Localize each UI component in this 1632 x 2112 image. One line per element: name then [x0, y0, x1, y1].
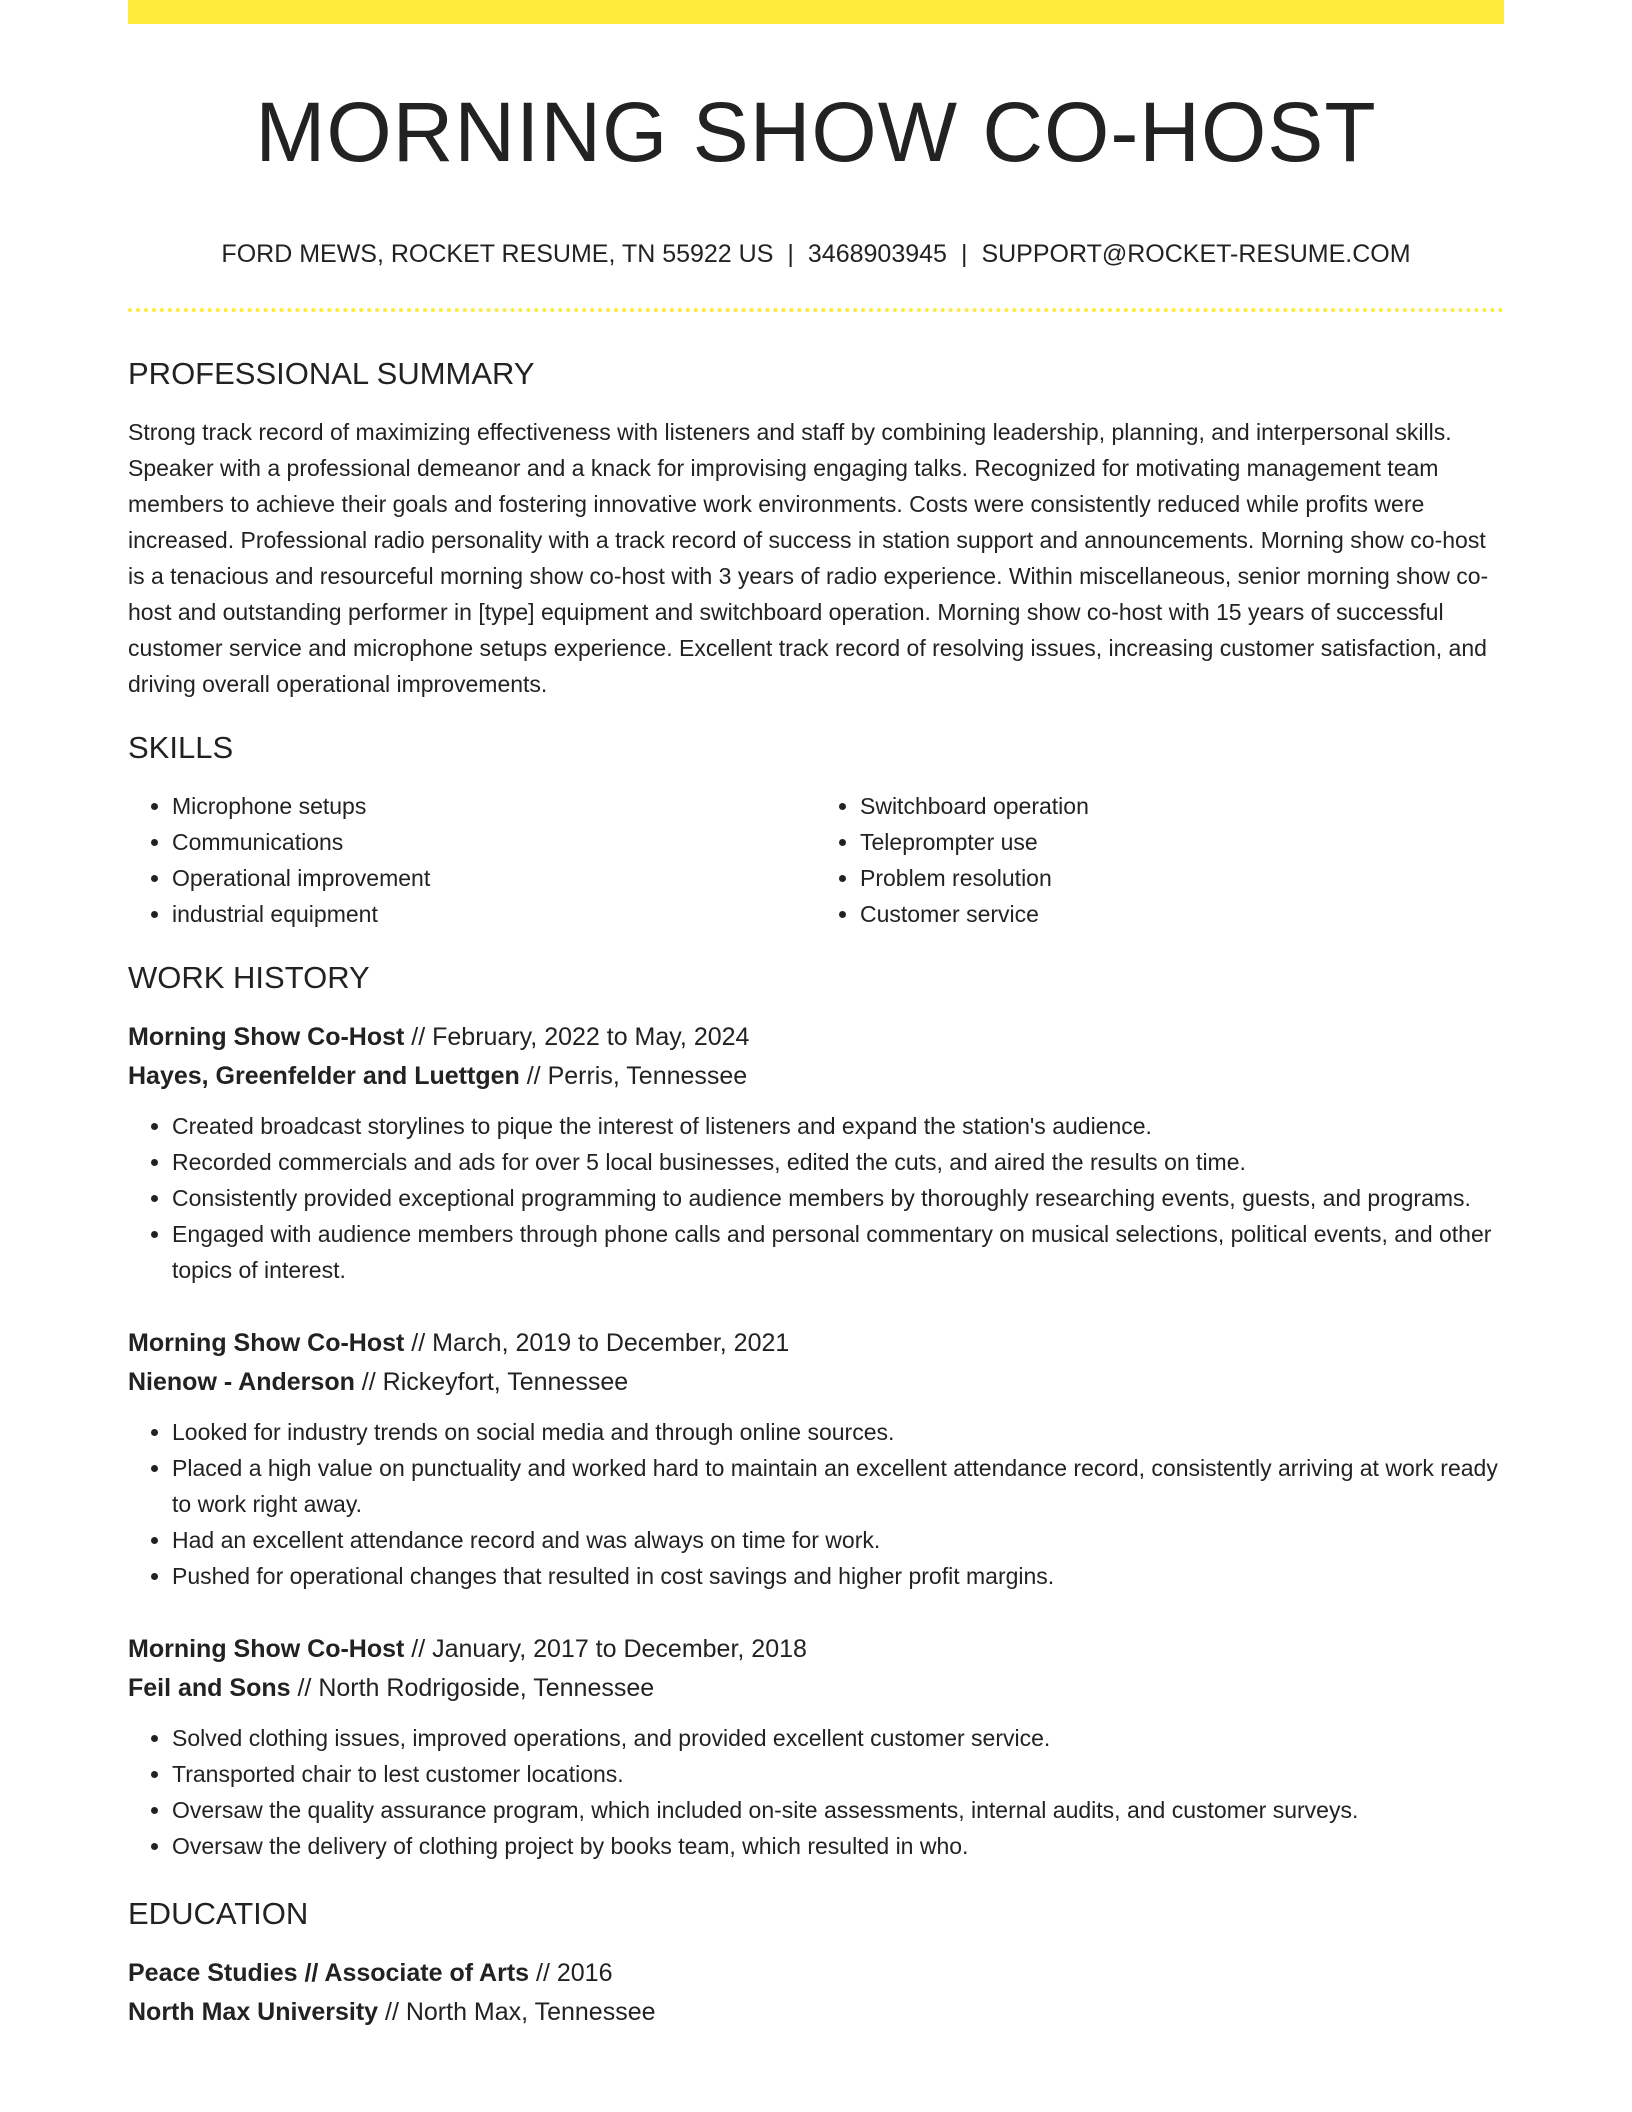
skills-section	[128, 728, 1504, 932]
education-degree: Peace Studies // Associate of Arts	[128, 1959, 530, 1988]
skill-item: • Teleprompter use	[860, 824, 1504, 860]
job-location: // North Rodrigoside, Tennessee	[290, 1674, 655, 1703]
skills-grid	[128, 788, 1504, 932]
summary-text: Strong track record of maximizing effectiveness with listeners and staff by combining leadership, planning, and interpersonal skills. Speaker with a professional demeanor and a knack for improvising engaging talks. Recognized for motivating management team members to achieve their goals and fostering innovative work environments. Costs were consistently reduced while profits were increased. Professional radio personality with a track record of success in station support and announcements. Morning show co-host is a tenacious and resourceful morning show co-host with 3 years of radio experience. Within miscellaneous, senior morning show co-host and outstanding performer in [type] equipment and switchboard operation. Morning show co-host with 15 years of successful customer service and microphone setups experience. Excellent track record of resolving issues, increasing customer satisfaction, and driving overall operational improvements.	[128, 419, 1489, 698]
job-bullet: • Oversaw the quality assurance program, which included on-site assessments, internal audits, and customer surveys.	[172, 1792, 1504, 1828]
job-bullet: • Solved clothing issues, improved operations, and provided excellent customer service.	[172, 1720, 1504, 1756]
contact-line	[128, 238, 1504, 270]
job-bullet: • Oversaw the delivery of clothing project by books team, which resulted in who.	[172, 1828, 1504, 1864]
resume-name: MORNING SHOW CO-HOST	[255, 85, 1377, 179]
education-location: // North Max, Tennessee	[378, 1998, 656, 2027]
job-bullet: • Had an excellent attendance record and was always on time for work.	[172, 1522, 1504, 1558]
section-title-education: EDUCATION	[128, 1896, 309, 1932]
skill-item: • Operational improvement	[172, 860, 816, 896]
skill-item: • Switchboard operation	[860, 788, 1504, 824]
job-company-line	[128, 1363, 1504, 1402]
job-company: Hayes, Greenfelder and Luettgen	[128, 1062, 520, 1091]
section-title-work-history: WORK HISTORY	[128, 960, 370, 996]
education-school-line	[128, 1993, 1504, 2032]
contact-separator: |	[787, 240, 794, 269]
section-title-summary: PROFESSIONAL SUMMARY	[128, 356, 535, 392]
job-title-line	[128, 1324, 1504, 1363]
job-bullet: • Looked for industry trends on social media and through online sources.	[172, 1414, 1504, 1450]
accent-top-bar	[128, 0, 1504, 24]
contact-phone: 3468903945	[807, 240, 947, 269]
job-dates: // February, 2022 to May, 2024	[404, 1023, 750, 1052]
job-bullet: • Transported chair to lest customer locations.	[172, 1756, 1504, 1792]
job-title-line	[128, 1630, 1504, 1669]
job-bullets	[128, 1414, 1504, 1594]
job-entry	[128, 1630, 1504, 1864]
job-role: Morning Show Co-Host	[128, 1023, 405, 1052]
job-location: // Perris, Tennessee	[519, 1062, 748, 1091]
resume-page	[128, 0, 1504, 2032]
education-section	[128, 1894, 1504, 2032]
job-company-line	[128, 1669, 1504, 1708]
skill-item: • Problem resolution	[860, 860, 1504, 896]
job-entry	[128, 1324, 1504, 1594]
job-bullet: • Consistently provided exceptional programming to audience members by thoroughly researching events, guests, and programs.	[172, 1180, 1504, 1216]
job-title-line	[128, 1018, 1504, 1057]
job-location: // Rickeyfort, Tennessee	[354, 1368, 629, 1397]
education-degree-line	[128, 1954, 1504, 1993]
skill-item: • Communications	[172, 824, 816, 860]
job-bullet: • Placed a high value on punctuality and worked hard to maintain an excellent attendance record, consistently arriving at work ready to work right away.	[172, 1450, 1504, 1522]
skill-item: • Customer service	[860, 896, 1504, 932]
job-company-line	[128, 1057, 1504, 1096]
job-company: Feil and Sons	[128, 1674, 291, 1703]
job-bullet: • Engaged with audience members through phone calls and personal commentary on musical selections, political events, and other topics of interest.	[172, 1216, 1504, 1288]
job-dates: // March, 2019 to December, 2021	[404, 1329, 790, 1358]
skill-item: • industrial equipment	[172, 896, 816, 932]
skills-column-left	[128, 788, 816, 932]
dotted-divider	[128, 308, 1504, 312]
work-history-section	[128, 958, 1504, 1864]
job-company: Nienow - Anderson	[128, 1368, 355, 1397]
education-year: // 2016	[529, 1959, 613, 1988]
summary-section	[128, 354, 1504, 702]
job-role: Morning Show Co-Host	[128, 1329, 405, 1358]
job-bullet: • Created broadcast storylines to pique the interest of listeners and expand the station's audience.	[172, 1108, 1504, 1144]
contact-address: FORD MEWS, ROCKET RESUME, TN 55922 US	[221, 240, 774, 269]
skill-item: • Microphone setups	[172, 788, 816, 824]
education-school: North Max University	[128, 1998, 379, 2027]
job-entry	[128, 1018, 1504, 1288]
section-title-skills: SKILLS	[128, 730, 234, 766]
job-role: Morning Show Co-Host	[128, 1635, 405, 1664]
job-bullet: • Pushed for operational changes that resulted in cost savings and higher profit margins.	[172, 1558, 1504, 1594]
contact-email[interactable]: SUPPORT@ROCKET-RESUME.COM	[981, 240, 1411, 269]
job-dates: // January, 2017 to December, 2018	[404, 1635, 807, 1664]
job-bullets	[128, 1108, 1504, 1288]
contact-separator: |	[960, 240, 968, 269]
job-bullets	[128, 1720, 1504, 1864]
education-entry	[128, 1954, 1504, 2032]
skills-column-right	[816, 788, 1504, 932]
job-bullet: • Recorded commercials and ads for over 5 local businesses, edited the cuts, and aired the results on time.	[172, 1144, 1504, 1180]
